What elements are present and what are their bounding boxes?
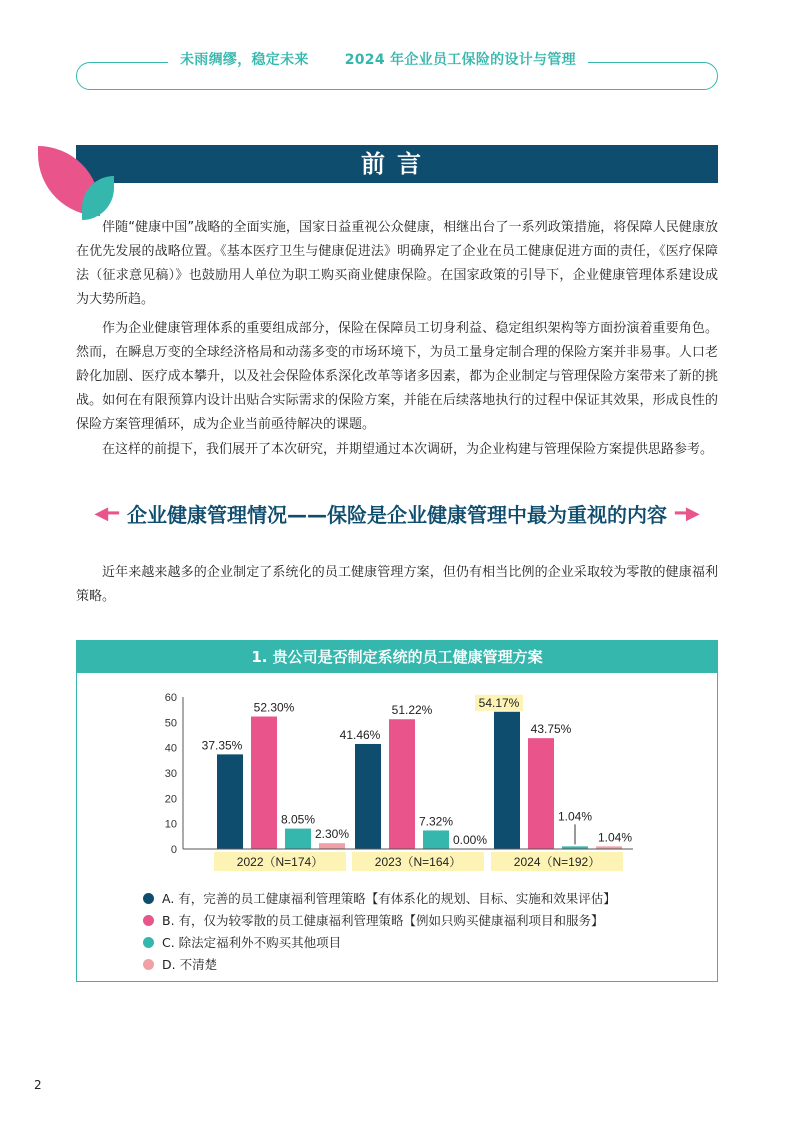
- chart-panel: [76, 640, 718, 982]
- data-label: 51.22%: [391, 703, 433, 718]
- bar: [423, 830, 449, 849]
- section-heading-text: 企业健康管理情况——保险是企业健康管理中最为重视的内容: [127, 502, 667, 527]
- preface-paragraph-1: 伴随“健康中国”战略的全面实施，国家日益重视公众健康，相继出台了一系列政策措施，将保障人民健康放在优先发展的战略位置。《基本医疗卫生与健康促进法》明确界定了企业在员工健康促进方面的责任，《医疗保障法（征求意见稿）》也鼓励用人单位为职工购买商业健康保险。在国家政策的引导下，企业健康管理体系建设成为大势所趋。: [76, 220, 718, 307]
- category-label: 2023（N=164）: [374, 855, 462, 869]
- legend-item: [143, 931, 616, 953]
- chart-legend: [143, 887, 616, 975]
- bar: [319, 843, 345, 849]
- category-label: 2024（N=192）: [513, 855, 601, 869]
- legend-label: B. 有，仅为较零散的员工健康福利管理策略【例如只购买健康福利项目和服务】: [162, 913, 604, 928]
- data-label: 54.17%: [478, 695, 520, 710]
- legend-dot-icon: [143, 915, 154, 926]
- data-label: 7.32%: [418, 814, 454, 829]
- legend-label: A. 有，完善的员工健康福利管理策略【有体系化的规划、目标、实施和效果评估】: [162, 891, 616, 906]
- y-tick-label: 40: [164, 742, 177, 755]
- page-number: 2: [34, 1078, 42, 1092]
- running-header: [168, 49, 588, 69]
- preface-paragraph-3: 在这样的前提下，我们展开了本次研究，并期望通过本次调研，为企业构建与管理保险方案提供思路参考。: [102, 442, 714, 457]
- preface-paragraph-2: 作为企业健康管理体系的重要组成部分，保险在保障员工切身利益、稳定组织架构等方面扮演着重要角色。然而，在瞬息万变的全球经济格局和动荡多变的市场环境下，为员工量身定制合理的保险方案并非易事。人口老龄化加剧、医疗成本攀升，以及社会保险体系深化改革等诸多因素，都为企业制定与管理保险方案带来了新的挑战。如何在有限预算内设计出贴合实际需求的保险方案，并能在后续落地执行的过程中保证其效果，形成良性的保险方案管理循环，成为企业当前亟待解决的课题。: [76, 321, 718, 432]
- bar: [217, 754, 243, 849]
- y-tick-label: 0: [170, 844, 177, 856]
- bar-chart: [77, 673, 716, 885]
- data-label: 1.04%: [597, 830, 633, 845]
- y-tick-label: 30: [164, 768, 177, 780]
- left-arrow-icon: ◀━: [94, 502, 119, 524]
- legend-label: D. 不清楚: [162, 957, 218, 972]
- section-intro-paragraph: 近年来越来越多的企业制定了系统化的员工健康管理方案，但仍有相当比例的企业采取较为零散的健康福利策略。: [76, 565, 718, 604]
- y-tick-label: 60: [164, 692, 177, 704]
- category-label: 2022（N=174）: [236, 855, 324, 869]
- bar: [494, 712, 520, 849]
- data-label: 8.05%: [280, 812, 316, 827]
- data-label: 2.30%: [314, 827, 350, 842]
- data-label: 1.04%: [557, 809, 593, 824]
- legend-dot-icon: [143, 937, 154, 948]
- right-arrow-icon: ━▶: [675, 502, 700, 524]
- legend-item: [143, 953, 616, 975]
- data-label: 43.75%: [530, 722, 572, 737]
- bar: [251, 717, 277, 849]
- y-tick-label: 20: [164, 793, 177, 806]
- section-heading: [76, 497, 718, 529]
- y-tick-label: 10: [164, 818, 177, 831]
- bar: [285, 829, 311, 849]
- chart-title: 1. 贵公司是否制定系统的员工健康管理方案: [77, 641, 717, 673]
- data-label: 41.46%: [339, 727, 381, 742]
- bar: [389, 719, 415, 849]
- header-report-title: 2024 年企业员工保险的设计与管理: [344, 52, 576, 68]
- header-slogan: 未雨绸缪，稳定未来: [180, 52, 309, 68]
- legend-dot-icon: [143, 893, 154, 904]
- legend-dot-icon: [143, 959, 154, 970]
- preface-title: 前言: [76, 145, 718, 183]
- data-label: 52.30%: [253, 700, 295, 715]
- y-tick-label: 50: [164, 717, 177, 730]
- legend-item: [143, 887, 616, 909]
- legend-label: C. 除法定福利外不购买其他项目: [162, 935, 342, 950]
- bar: [528, 738, 554, 849]
- data-label: 0.00%: [452, 833, 488, 847]
- data-label: 37.35%: [201, 738, 243, 753]
- bar: [355, 744, 381, 849]
- legend-item: [143, 909, 616, 931]
